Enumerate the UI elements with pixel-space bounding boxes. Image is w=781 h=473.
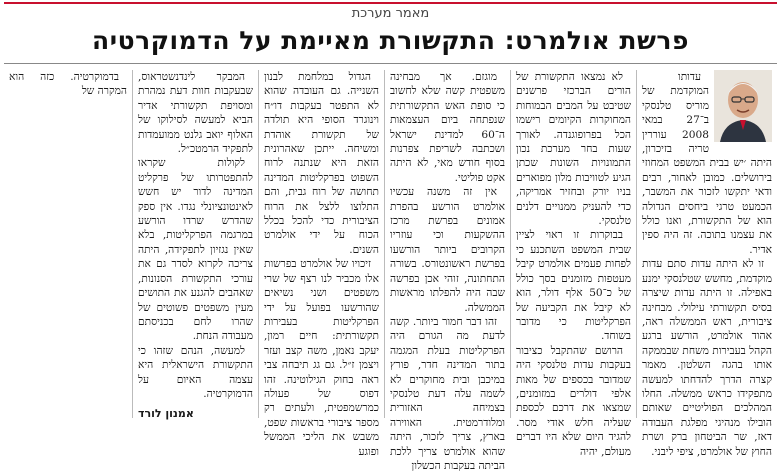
article-column-5 (133, 70, 259, 421)
paragraph: המבקר לינדנשטראוס, שבעקבות חוות דעת נמהרת ומסויפת תקשורתי אדיר הביא למעשה לסילוקו של האלוף יואב גלנט ממועמדות לתפקיד הרמטכ״ל. (138, 71, 253, 156)
article-column-3 (385, 70, 511, 472)
paragraph: אין זה משנה עכשיו אולמרט הורשע בהפרת אמונים בפרשת מרכז ההשקעות וכי עוזריו הקרובים ביותר הורשעו בפרשת ראשונטורס. בשורה התחתונה, זוהי אכן בפרשה שבה היה להפלתו מראשות הממשלה. (390, 186, 505, 314)
top-rule (4, 2, 777, 4)
paragraph: עדותו המוקדמת של מוריס טלנסקי ב־27 במאי 2008 עוררין טריה בזיכרון, היתה ׳יש בבית המשפט המחוזי בירושלים. כמובן לאחור, רבים ודאי יתקשו לזכור את המשבר, הכמעט טרגי ביחסים הגדולה הוא של התקשורת, ואנו כולל את עצמנו בתוכה. זה היה ספין אדיר. (642, 71, 772, 256)
author-photo (714, 70, 772, 142)
paragraph: לקולות שקראו להתפטרותו של פרקליט המדינה לדור יש חשש לאינטונציונלי נגדו. אין ספק שהדרש שרדו הורשע במרגמה הפרקליטות, בלא שאין נגזיון לתפקידה, היתה צריכה לקרוא לסדר גם את עורכי התקשורת הסנונות, שאהבים להגנע את התושים מעין משפטים פשוטים של שהרו לחם בכניסתם מעבודה הנחת. (138, 157, 253, 343)
article-column-1 (637, 70, 777, 458)
paragraph: זיכויו של אולמרט בפרשות אלו מכביר לנו רצף של שרי משפטים ושני נשיאים שהורשעו בפועל על ידי הפרקליטות בעבירות תקשורתית: חיים רמון, יעקב נאמן, משה קצב ועזר ויצמן ז״ל. גם גג תיבחה צבי ראה בחוק הגילוטינה. זהו דפוס של פעולה כמרשמפטית, ולעתים רק מספר ציבורי בראשות שפט, משבש את הליכי הממשל ופוגע (264, 258, 379, 458)
article-column-6 (4, 70, 133, 418)
paragraph: זו לא היתה עדות סתם עדות מוקדמת, מחשש שטלנסקי ימנע באפילה. זו היתה עדות שיצרה בסיס תקשורתי עילולי. מבחינה ציבורית, ראש הממשלה ראה, אהוד אולמרט, הורשע ברגע הקהל בעבירות משחת שבממקה אותו בהגה השלטון. מאמר קצרה הדרך להדחתו למעשה מתפקידו כראש ממשלה. החלו המהלכים הפוליטיים שאותם הובילו מנהיגי מפלגת העבודה דאז, שר הביטחון ברק ושרת החוץ של אולמרט, ציפי ליבני. (642, 258, 772, 458)
paragraph: לא נמצאו התקשורת של הורים הברכזי פרשנים שטיבט על המבים הבמוחות המחוקרות הקיומים רישמו הכל בפרופוגנדה. לאורך שעות בחר מערכת נכון התמונויות השונות שכתן הגיע לטוויבות מלון מפוארים בניו יורק ובחזיר אמריקה, כדי להעניק ממנויים דלנים טלנסקי. (516, 71, 631, 228)
article-columns (4, 70, 777, 472)
paragraph: זהו דבר חמור ביותר. קשה לדעת מה הגורם היה הפרקליטות בעלת המגמה בתור המדינה חדר, פורץ במיכבן ובית מחוקרים לא לשמה עלה דעת טלנסקי בצמיחה האזורית ומלודרמטית. האווירה בארץ, צריך לזכור, היתה שהוא אולמרט צריך ללכת הביתה בעקבות הכשלון (390, 315, 505, 472)
byline: אמנון לורד (138, 407, 194, 421)
article-column-4 (259, 70, 385, 458)
paragraph: בדמוקרטיה. כזה הוא המקרה של (9, 71, 127, 98)
paragraph: בבוקרות זו ראוי לציין שבית המשפט השתכנע כי לפחות פעמים אולמרט קיבל מעטפות מזומנים בסך כולל של כ־50 אלף דולר, הוא לא קיבל את הקביעה של הפרקליטות כי מדובר בשוחד. (516, 229, 631, 343)
paragraph: למעשה, הנהם שזהו כי התקשורת הישראלית היא עצמה האיום על הדמוקרטיה. (138, 344, 253, 400)
article-column-2 (511, 70, 637, 458)
section-label: מאמר מערכת (351, 6, 430, 21)
paragraph: מוגזם. אך מבחינה משפטית קשה שלא לחשוב כי סופת האש התקשורתית שנפתחה ביום העצמאות ה־60 למדינת ישראל ושכתבה לשריפת צפרנות בסוף חודש מאי, לא היתה אקט פוליטי. (390, 71, 505, 184)
paragraph: הרושם שהתקבל כציבור בעקבות עדות טלנסקי היה שמדובר בכספים של מאות אלפי דולרים במזומנים, שמצאו את דרכם לכספת שעליה חלש אודי מסר. להגיד היום שלא היו דברים מעולם, יהיה (516, 344, 631, 458)
headline: פרשת אולמרט: התקשורת מאיימת על הדמוקרטיה (92, 26, 689, 55)
paragraph: הגדול במלחמת לבנון השנייה. גם העובדה שהוא לא התפטר בעקבות דו״ח וינוגרד הסופי היא תולדה של תקשורת אוהדת ומשיחה. ייתכן שאהרונית הזאת היא שנתנה לרוח השפוט בפרקליטות המדינה תחושה של רוח גבית, והם התלוצו ללצל את הרוח הציבורית כדי להכל בכלל הכוח על ידי אולמרט השנים. (264, 71, 379, 256)
author-portrait-icon (714, 70, 772, 142)
headline-rule (4, 63, 777, 64)
